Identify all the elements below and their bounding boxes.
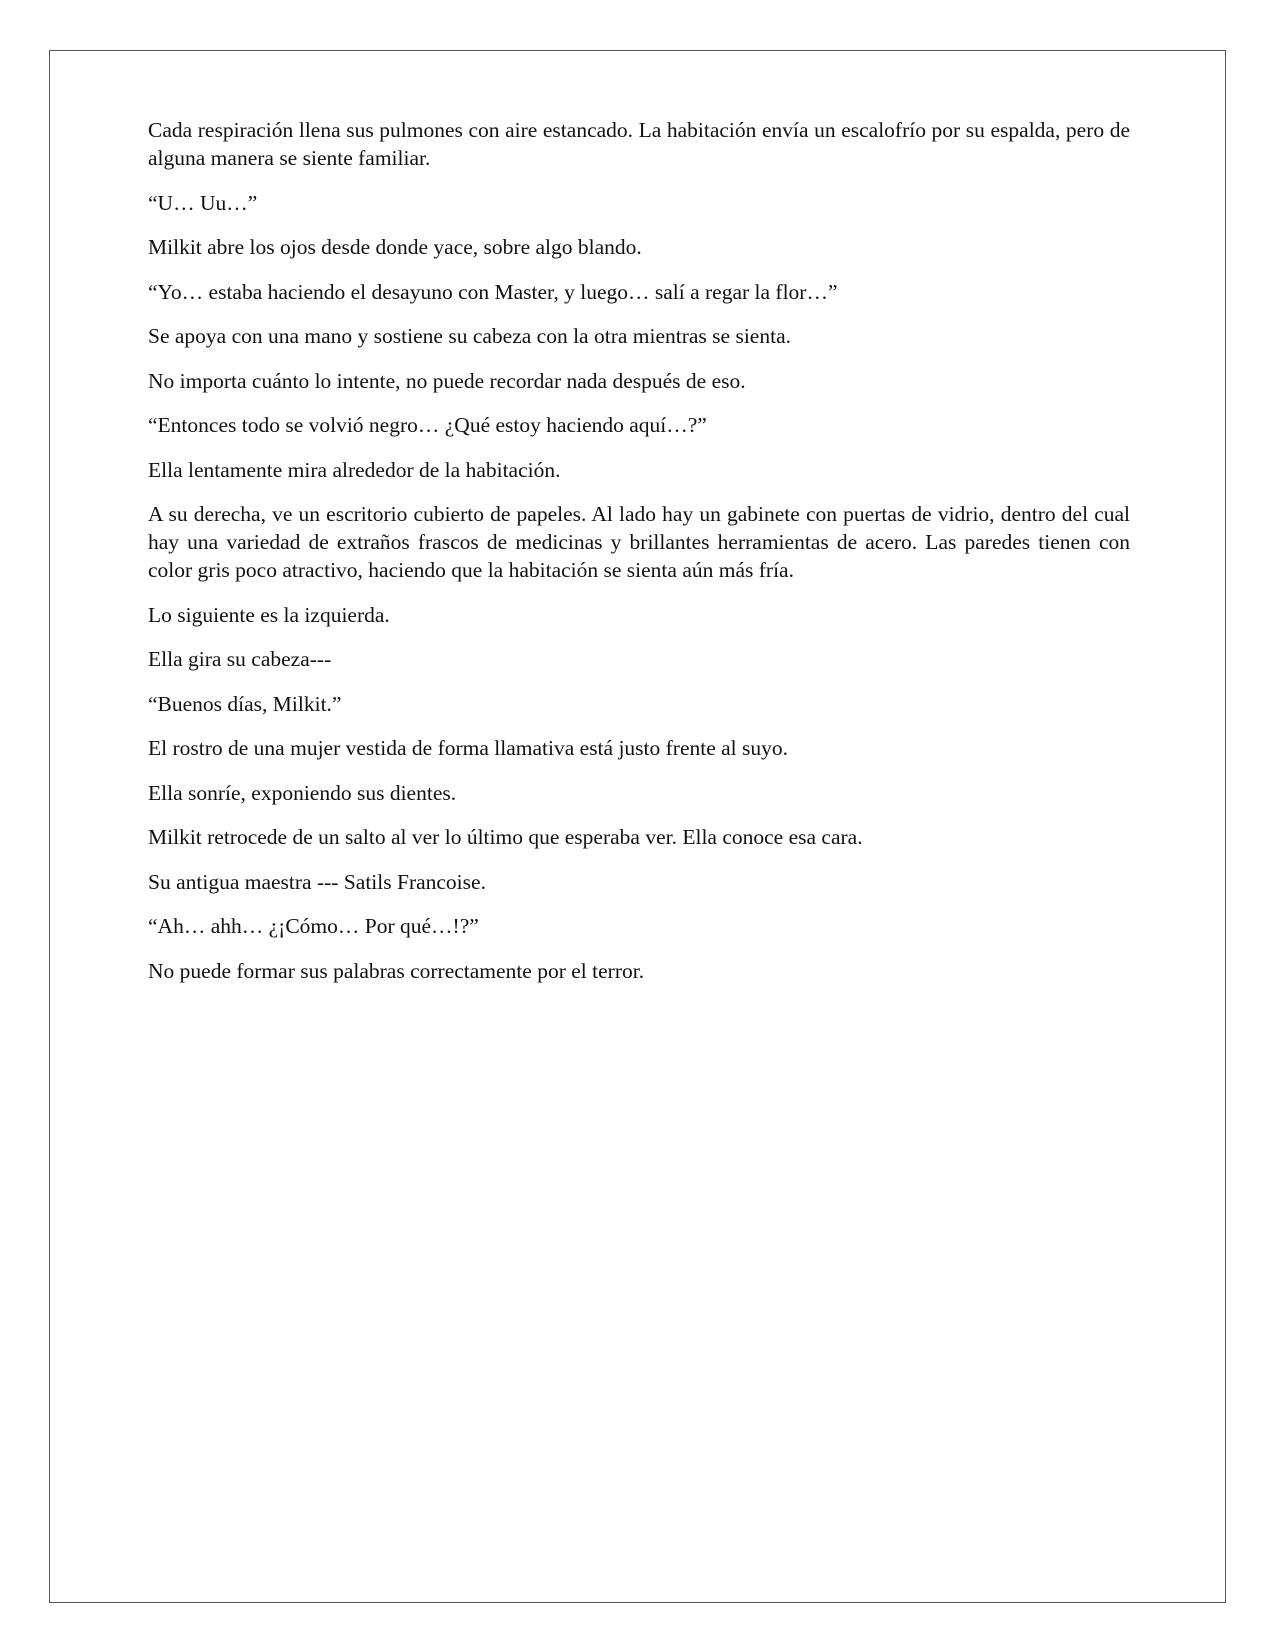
paragraph: Milkit abre los ojos desde donde yace, sobre algo blando. [148, 235, 642, 259]
paragraph: El rostro de una mujer vestida de forma llamativa está justo frente al suyo. [148, 736, 789, 760]
paragraph: Ella lentamente mira alrededor de la habitación. [148, 457, 561, 482]
paragraph: “Buenos días, Milkit.” [148, 691, 342, 716]
paragraph: Milkit retrocede de un salto al ver lo último que esperaba ver. Ella conoce esa cara. [148, 825, 863, 849]
paragraph: Ella gira su cabeza--- [148, 647, 332, 671]
document-body [148, 116, 1130, 1001]
paragraph: “Ah… ahh… ¿¡Cómo… Por qué…!?” [148, 914, 479, 938]
paragraph: Ella sonríe, exponiendo sus dientes. [148, 780, 457, 805]
paragraph: Se apoya con una mano y sostiene su cabeza con la otra mientras se sienta. [148, 324, 791, 348]
paragraph: A su derecha, ve un escritorio cubierto de papeles. Al lado hay un gabinete con puertas de vidrio, dentro del cual hay una variedad de extraños frascos de medicinas y brillantes herramientas de acero. Las paredes tienen con color gris poco atractivo, haciendo que la habitación se sienta aún más fría. [148, 502, 1130, 582]
paragraph: “U… Uu…” [148, 190, 258, 215]
paragraph: No importa cuánto lo intente, no puede recordar nada después de eso. [148, 368, 746, 393]
paragraph: Cada respiración llena sus pulmones con aire estancado. La habitación envía un escalofrío por su espalda, pero de alguna manera se siente familiar. [148, 118, 1130, 170]
paragraph: No puede formar sus palabras correctamente por el terror. [148, 958, 645, 983]
paragraph: Su antigua maestra --- Satils Francoise. [148, 869, 486, 894]
paragraph: “Entonces todo se volvió negro… ¿Qué estoy haciendo aquí…?” [148, 413, 707, 437]
paragraph: “Yo… estaba haciendo el desayuno con Master, y luego… salí a regar la flor…” [148, 279, 838, 304]
paragraph: Lo siguiente es la izquierda. [148, 602, 390, 627]
